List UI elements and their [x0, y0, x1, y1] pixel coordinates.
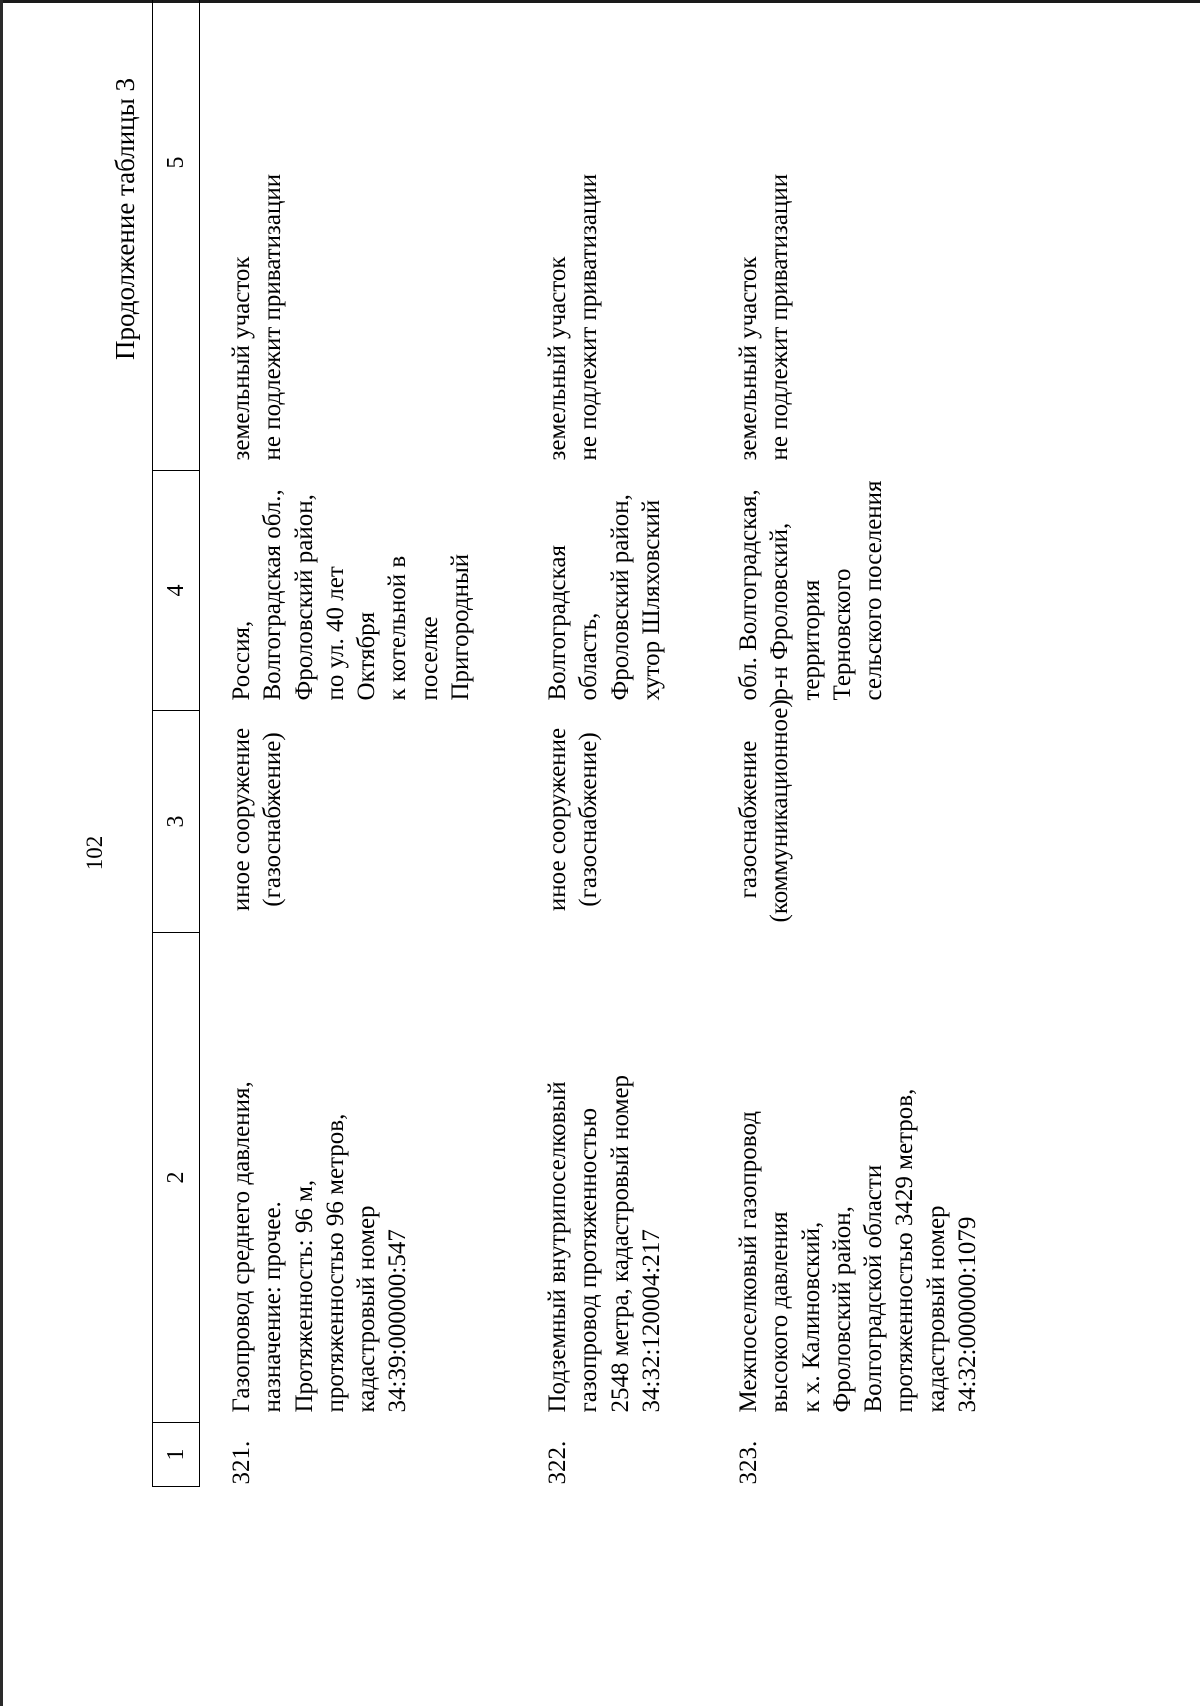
page-number: 102	[82, 835, 107, 871]
row-number: 321.	[228, 1440, 255, 1485]
object-type: иное сооружение (газоснабжение)	[544, 727, 603, 912]
object-name: Газопровод среднего давления, назначение: прочее. Протяженность: 96 м, протяженностью 96 метров, кадастровый номер 34:39:000000:547	[228, 1081, 412, 1413]
object-address: Россия, Волгоградская обл., Фроловский район, по ул. 40 лет Октября к котельной в поселке Пригородный	[228, 489, 474, 701]
object-name: Подземный внутрипоселковый газопровод протяженностью 2548 метра, кадастровый номер 34:32:120004:217	[544, 1074, 665, 1413]
table-caption: Продолжение таблицы 3	[110, 78, 140, 360]
table-header-row	[153, 0, 200, 1487]
header-col-4: 4	[153, 471, 200, 711]
object-address: Волгоградская область, Фроловский район, хутор Шляховский	[544, 494, 665, 701]
object-note: земельный участок не подлежит приватизации	[544, 173, 603, 461]
object-note: земельный участок не подлежит приватизации	[228, 173, 287, 461]
header-col-3: 3	[153, 711, 200, 933]
header-col-5: 5	[153, 0, 200, 471]
table-row	[516, 0, 707, 1487]
table-row	[707, 0, 1023, 1487]
object-address: обл. Волгоградская, р-н Фроловский, территория Терновского сельского поселения	[735, 480, 887, 701]
object-name: Межпоселковый газопровод высокого давления к х. Калиновский, Фроловский район, Волгоградской области протяженностью 3429 метров, кадастровый номер 34:32:000000:1079	[735, 1088, 981, 1413]
object-type: иное сооружение (газоснабжение)	[228, 727, 287, 912]
property-table	[152, 0, 1023, 1487]
row-number: 322.	[544, 1440, 571, 1485]
object-type: газоснабжение (коммуникационное)	[735, 699, 794, 923]
object-note: земельный участок не подлежит приватизации	[735, 173, 794, 461]
header-col-2: 2	[153, 933, 200, 1423]
header-col-1: 1	[153, 1423, 200, 1487]
table-row	[200, 0, 517, 1487]
row-number: 323.	[735, 1440, 762, 1485]
